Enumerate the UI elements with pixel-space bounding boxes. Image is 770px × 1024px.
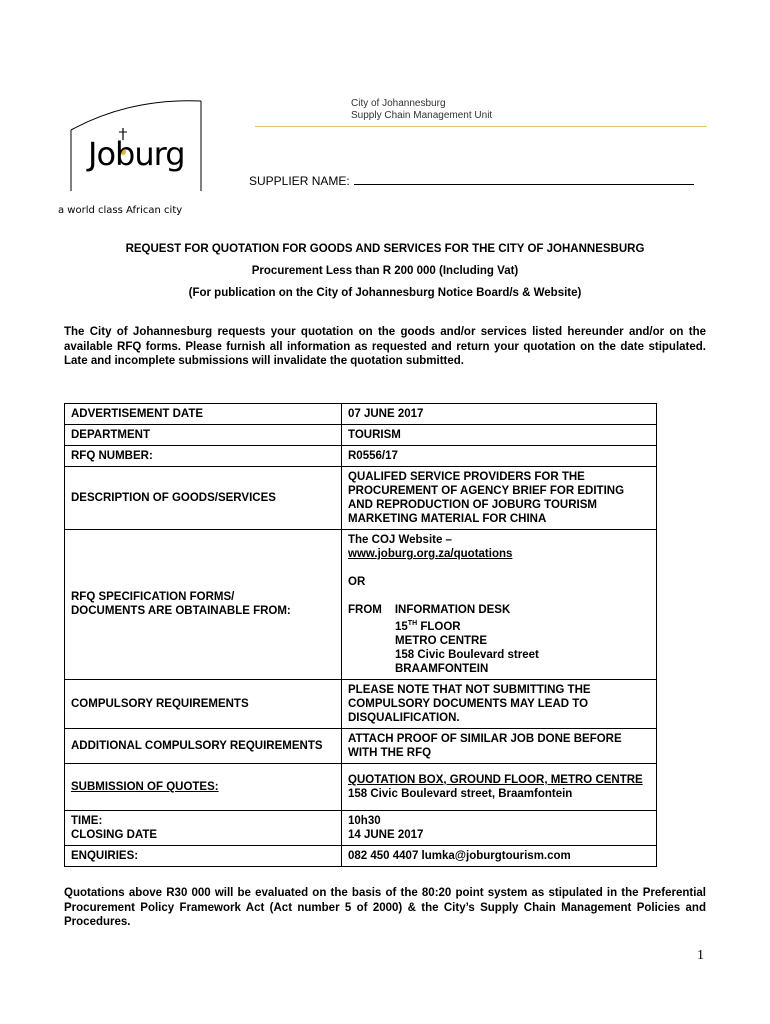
spec-from-text: FROM xyxy=(348,604,382,616)
time-label: TIME: xyxy=(71,814,103,827)
rfq-number-label: RFQ NUMBER: xyxy=(65,446,342,467)
spec-address-suburb: BRAAMFONTEIN xyxy=(395,662,489,675)
table-row xyxy=(65,530,657,680)
ad-date-value: 07 JUNE 2017 xyxy=(342,404,657,425)
table-row xyxy=(65,404,657,425)
floor-word: FLOOR xyxy=(417,620,461,633)
page-number: 1 xyxy=(697,948,704,963)
ad-date-label: ADVERTISEMENT DATE xyxy=(65,404,342,425)
spec-forms-value xyxy=(342,530,657,680)
enquiries-value: 082 450 4407 lumka@joburgtourism.com xyxy=(342,845,657,866)
floor-suffix: TH xyxy=(407,620,418,627)
supplier-name-field xyxy=(249,174,694,188)
description-label: DESCRIPTION OF GOODS/SERVICES xyxy=(65,467,342,530)
table-row xyxy=(65,679,657,728)
additional-compulsory-value: ATTACH PROOF OF SIMILAR JOB DONE BEFORE WITH THE RFQ xyxy=(342,728,657,763)
time-closing-label xyxy=(65,810,342,845)
intro-paragraph: The City of Johannesburg requests your quotation on the goods and/or services listed hereunder and/or on the available RFQ forms. Please furnish all information as requested and return your quotation on the date stipulated. Late and incomplete submissions will invalidate the quotation submitted. xyxy=(64,326,706,367)
logo-tagline: a world class African city xyxy=(58,205,183,216)
evaluation-note: Quotations above R30 000 will be evaluated on the basis of the 80:20 point system as stipulated in the Preferential Procurement Policy Framework Act (Act number 5 of 2000) & the City’s Supply Chain Management Policies and Procedures. xyxy=(64,887,706,928)
table-row xyxy=(65,728,657,763)
org-unit: Supply Chain Management Unit xyxy=(351,110,493,121)
document-subtitle: Procurement Less than R 200 000 (Including Vat) xyxy=(251,265,519,277)
rfq-details-table xyxy=(64,403,657,867)
compulsory-value: PLEASE NOTE THAT NOT SUBMITTING THE COMPULSORY DOCUMENTS MAY LEAD TO DISQUALIFICATION. xyxy=(342,679,657,728)
org-name: City of Johannesburg xyxy=(351,98,446,109)
spec-website-text: The COJ Website – xyxy=(348,534,452,546)
logo-wordmark: Joburg xyxy=(88,135,185,173)
submission-location: QUOTATION BOX, GROUND FLOOR, METRO CENTRE xyxy=(348,773,643,786)
document-title: REQUEST FOR QUOTATION FOR GOODS AND SERVICES FOR THE CITY OF JOHANNESBURG xyxy=(125,243,645,255)
enquiries-label: ENQUIRIES: xyxy=(65,845,342,866)
spec-forms-label-line1: RFQ SPECIFICATION FORMS/ xyxy=(71,591,235,604)
department-label: DEPARTMENT xyxy=(65,425,342,446)
spec-address-floor xyxy=(348,617,650,634)
closing-date-value: 14 JUNE 2017 xyxy=(348,828,424,841)
spec-website-link[interactable]: www.joburg.org.za/quotations xyxy=(348,548,513,560)
spec-address-street: 158 Civic Boulevard street xyxy=(395,648,539,661)
spec-address-desk: INFORMATION DESK xyxy=(394,604,511,616)
spec-forms-label xyxy=(65,530,342,680)
supplier-name-blank xyxy=(354,174,694,185)
table-row xyxy=(65,845,657,866)
floor-number: 15 xyxy=(395,620,408,633)
table-row xyxy=(65,467,657,530)
spec-forms-label-line2: DOCUMENTS ARE OBTAINABLE FROM: xyxy=(71,605,291,618)
org-heading xyxy=(351,98,492,122)
spacer xyxy=(348,561,650,575)
additional-compulsory-label: ADDITIONAL COMPULSORY REQUIREMENTS xyxy=(65,728,342,763)
closing-date-label: CLOSING DATE xyxy=(71,828,158,841)
rfq-number-value: R0556/17 xyxy=(342,446,657,467)
spacer xyxy=(348,589,650,603)
header-divider xyxy=(255,126,707,127)
table-row xyxy=(65,446,657,467)
table-row xyxy=(65,810,657,845)
supplier-name-label: SUPPLIER NAME: xyxy=(249,174,350,188)
submission-label-text: SUBMISSION OF QUOTES: xyxy=(71,780,219,793)
compulsory-label: COMPULSORY REQUIREMENTS xyxy=(65,679,342,728)
table-row xyxy=(65,763,657,810)
time-value: 10h30 xyxy=(348,814,381,827)
description-value: QUALIFED SERVICE PROVIDERS FOR THE PROCUREMENT OF AGENCY BRIEF FOR EDITING AND REPRODUCTION OF JOBURG TOURISM MARKETING MATERIAL FOR CHINA xyxy=(342,467,657,530)
submission-label xyxy=(65,763,342,810)
submission-address: 158 Civic Boulevard street, Braamfontein xyxy=(348,787,573,800)
publication-note: (For publication on the City of Johannesburg Notice Board/s & Website) xyxy=(188,287,582,299)
joburg-logo xyxy=(70,100,203,192)
table-row xyxy=(65,425,657,446)
submission-value xyxy=(342,763,657,810)
spec-address-building: METRO CENTRE xyxy=(395,634,487,647)
spec-address-line1 xyxy=(348,603,650,617)
spec-or-text: OR xyxy=(348,576,366,588)
time-closing-value xyxy=(342,810,657,845)
department-value: TOURISM xyxy=(342,425,657,446)
